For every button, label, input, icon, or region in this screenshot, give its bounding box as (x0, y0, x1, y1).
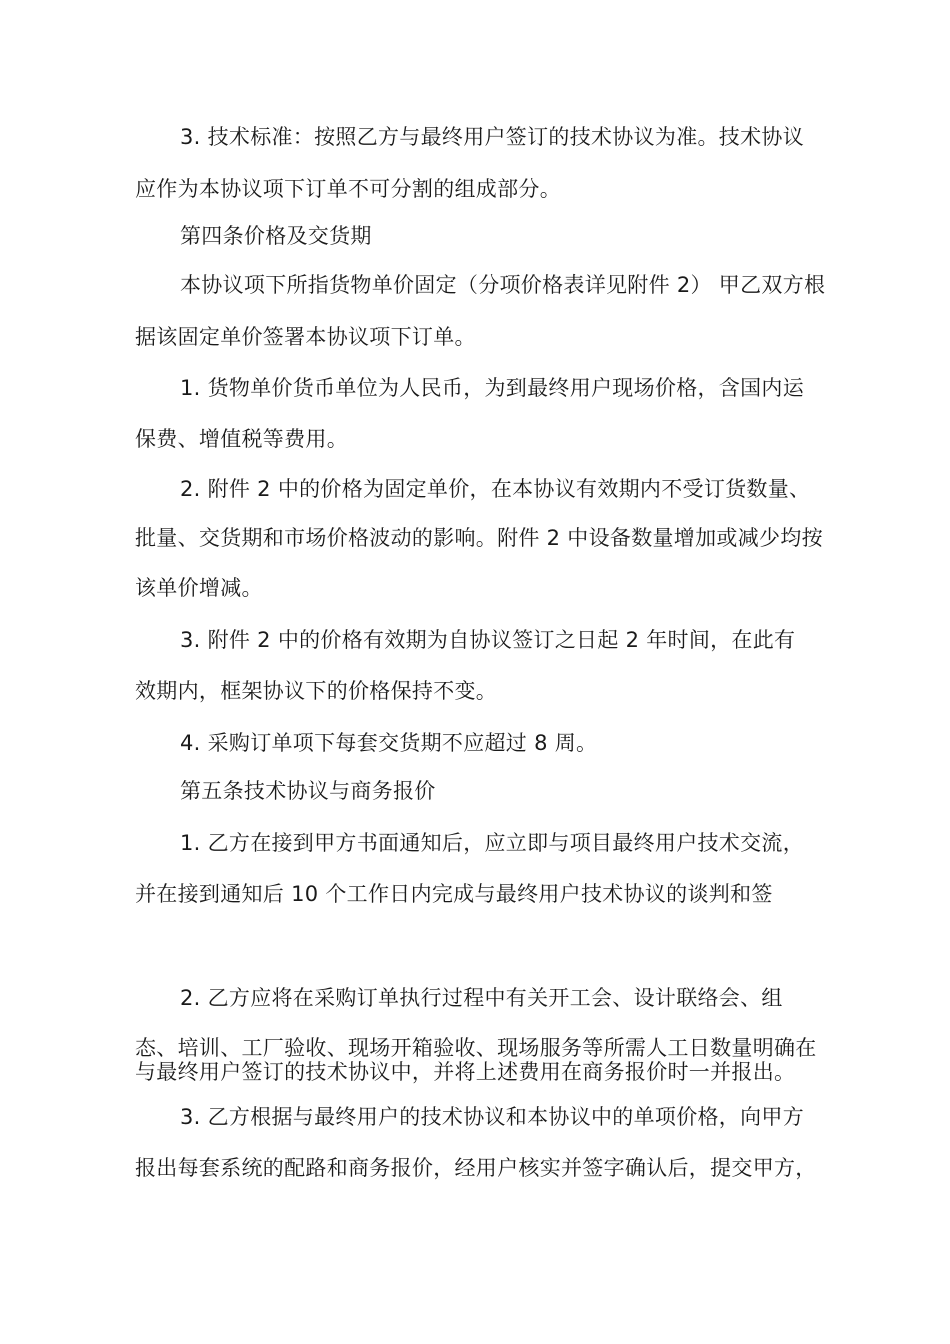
paragraph-line: 2. 附件 2 中的价格为固定单价，在本协议有效期内不受订货数量、 (180, 477, 811, 501)
paragraph-line: 本协议项下所指货物单价固定（分项价格表详见附件 2） 甲乙双方根 (180, 273, 826, 297)
paragraph-line: 该单价增减。 (135, 576, 263, 600)
paragraph-line: 据该固定单价签署本协议项下订单。 (135, 325, 476, 349)
paragraph-line: 1. 货物单价货币单位为人民币，为到最终用户现场价格，含国内运 (180, 376, 805, 400)
paragraph-line: 态、培训、工厂验收、现场开箱验收、现场服务等所需人工日数量明确在 (135, 1036, 817, 1060)
paragraph-line: 保费、增值税等费用。 (135, 427, 348, 451)
section-heading: 第四条价格及交货期 (180, 224, 372, 248)
section-heading: 第五条技术协议与商务报价 (180, 779, 436, 803)
paragraph-line: 3. 技术标准：按照乙方与最终用户签订的技术协议为准。技术协议 (180, 125, 805, 149)
paragraph-line: 3. 附件 2 中的价格有效期为自协议签订之日起 2 年时间，在此有 (180, 628, 796, 652)
paragraph-line: 效期内，框架协议下的价格保持不变。 (135, 679, 498, 703)
paragraph-line: 3. 乙方根据与最终用户的技术协议和本协议中的单项价格，向甲方 (180, 1105, 805, 1129)
paragraph-line: 报出每套系统的配路和商务报价，经用户核实并签字确认后，提交甲方， (135, 1156, 817, 1180)
paragraph-line: 4. 采购订单项下每套交货期不应超过 8 周。 (180, 731, 598, 755)
paragraph-line: 应作为本协议项下订单不可分割的组成部分。 (135, 177, 561, 201)
paragraph-line: 与最终用户签订的技术协议中，并将上述费用在商务报价时一并报出。 (135, 1060, 796, 1084)
paragraph-line: 2. 乙方应将在采购订单执行过程中有关开工会、设计联络会、组 (180, 986, 783, 1010)
paragraph-line: 并在接到通知后 10 个工作日内完成与最终用户技术协议的谈判和签 (135, 882, 773, 906)
paragraph-line: 1. 乙方在接到甲方书面通知后，应立即与项目最终用户技术交流， (180, 831, 805, 855)
paragraph-line: 批量、交货期和市场价格波动的影响。附件 2 中设备数量增加或减少均按 (135, 526, 823, 550)
